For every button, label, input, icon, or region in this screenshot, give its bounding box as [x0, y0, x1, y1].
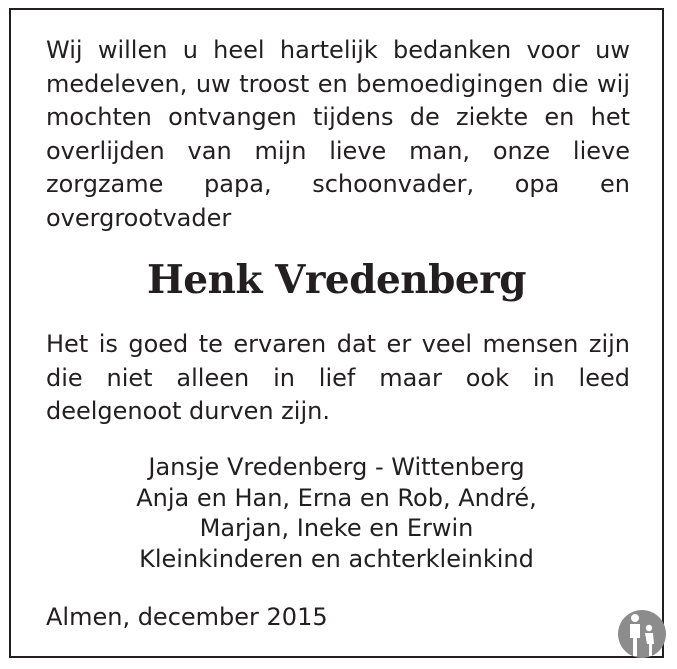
intro-text: Wij willen u heel hartelijk bedanken voor uw medeleven, uw troost en bemoedigingen die wij mochten ontvangen tijdens de ziekte en het overlijden van mijn lieve man, onze lieve zorgzame papa, schoonvader, opa en overgrootvader — [46, 36, 630, 232]
message-text: Het is goed te ervaren dat er veel mensen zijn die niet alleen in lief maar ook in leed deelgenoot durven zijn. — [46, 330, 630, 425]
place-date: Almen, december 2015 — [46, 603, 328, 631]
deceased-name: Henk Vredenberg — [146, 257, 527, 303]
family-figures-logo-icon — [617, 606, 667, 662]
signer-line: Kleinkinderen en achterkleinkind — [139, 544, 534, 573]
signer-line: Anja en Han, Erna en Rob, André, — [136, 483, 537, 512]
signer-line: Marjan, Ineke en Erwin — [199, 514, 474, 542]
signers-list — [9, 452, 664, 574]
signer-line: Jansje Vredenberg - Wittenberg — [148, 453, 525, 481]
